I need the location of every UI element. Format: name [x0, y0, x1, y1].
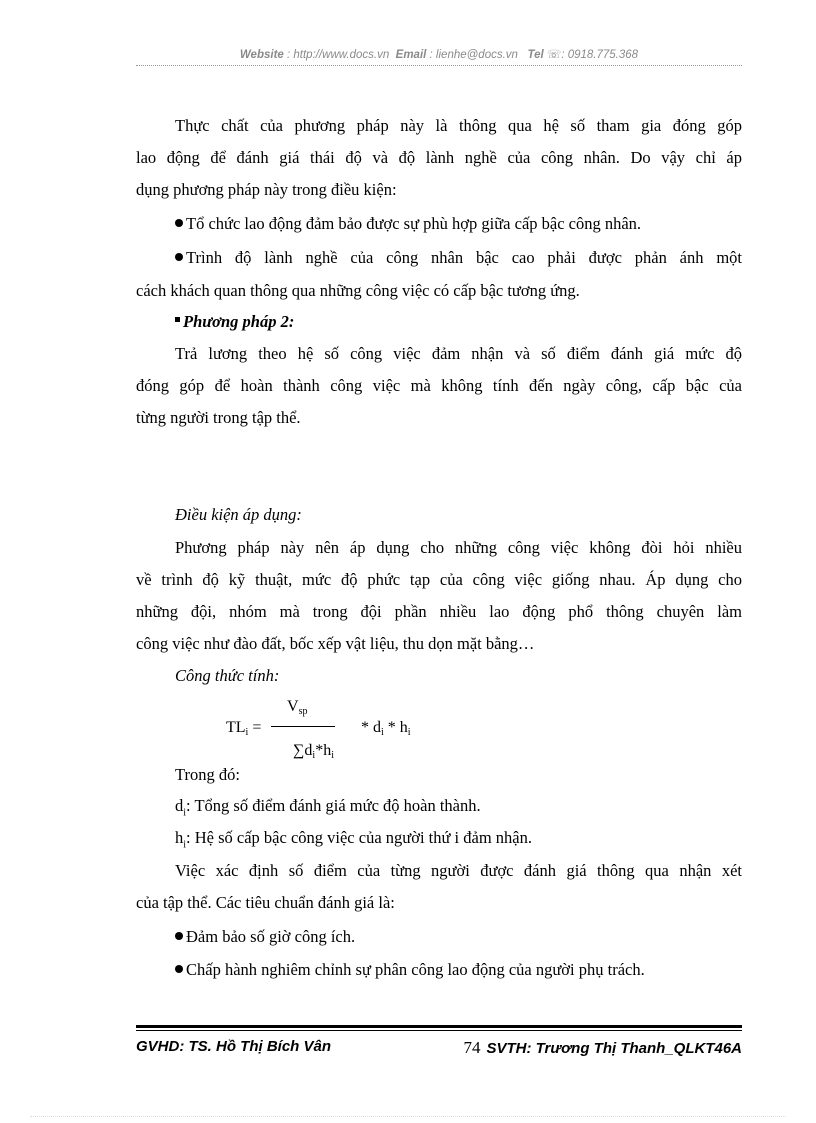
phone-icon: ☏: [546, 49, 562, 61]
formula-equals: =: [252, 719, 262, 736]
method-2-heading: [175, 312, 742, 332]
paragraph-2-line-3: từng người trong tập thể.: [136, 408, 301, 427]
paragraph-1-line-3: dụng phương pháp này trong điều kiện:: [136, 180, 397, 199]
header-divider: [136, 65, 742, 66]
tel-value: : 0918.775.368: [561, 49, 639, 61]
formula-lhs-subscript: i: [245, 727, 249, 738]
formula-denominator-mid: *h: [315, 742, 332, 759]
definition-d-symbol: d: [175, 796, 184, 815]
paragraph-3-line-2: về trình độ kỹ thuật, mức độ phức tạp của công việc giống nhau. Áp dụng cho: [136, 570, 742, 589]
bullet-item-2-text: Trình độ lành nghề của công nhân bậc cao phải được phản ánh một: [186, 248, 742, 267]
footer-divider-thin: [136, 1030, 742, 1031]
paragraph-3-line-3: những đội, nhóm mà trong đội phần nhiều lao động phổ thông chuyên làm: [136, 602, 742, 621]
bullet-item-4-text: Chấp hành nghiêm chỉnh sự phân công lao động của người phụ trách.: [186, 960, 645, 979]
paragraph-3-line-4: công việc như đào đất, bốc xếp vật liệu, thu dọn mặt bằng…: [136, 634, 535, 653]
page-number: 74: [463, 1038, 481, 1057]
formula-mult-h: * h: [387, 719, 408, 736]
paragraph-1-line-2: lao động để đánh giá thái độ và độ lành nghề của công nhân. Do vậy chỉ áp: [136, 148, 742, 167]
formula-mult-d: * d: [361, 719, 381, 736]
bullet-icon: [175, 219, 183, 227]
formula-numerator-symbol: V: [287, 698, 299, 715]
bullet-item-1-text: Tổ chức lao động đảm bảo được sự phù hợp giữa cấp bậc công nhân.: [186, 214, 642, 233]
formula-mult-d-subscript: i: [381, 727, 384, 738]
bullet-item-2: [175, 248, 742, 268]
formula-numerator: [287, 698, 307, 721]
bullet-item-2-continuation: cách khách quan thông qua những công việc có cấp bậc tương ứng.: [136, 281, 580, 300]
square-bullet-icon: [175, 317, 180, 322]
fraction-bar: [271, 726, 335, 727]
formula-lhs-symbol: TL: [226, 719, 246, 736]
bullet-item-3-text: Đảm bảo số giờ công ích.: [186, 927, 356, 946]
bullet-item-1: [175, 214, 742, 234]
formula-mult-h-subscript: i: [407, 727, 411, 738]
where-label: Trong đó:: [175, 765, 240, 784]
paragraph-2-line-2: đóng góp để hoàn thành công việc mà không tính đến ngày công, cấp bậc của: [136, 376, 742, 395]
page-header: [136, 47, 742, 61]
paragraph-4-line-2: của tập thể. Các tiêu chuẩn đánh giá là:: [136, 893, 395, 912]
formula-lhs: [226, 719, 261, 742]
website-value: : http://www.docs.vn: [287, 49, 390, 61]
bullet-icon: [175, 965, 183, 973]
bottom-dotted-border: [30, 1116, 786, 1117]
bullet-icon: [175, 253, 183, 261]
formula-denominator-subscript-1: i: [312, 750, 316, 761]
paragraph-2-line-1: Trả lương theo hệ số công việc đảm nhận và số điểm đánh giá mức độ: [175, 344, 742, 363]
email-value: : lienhe@docs.vn: [429, 49, 518, 61]
bullet-item-3: [175, 927, 742, 947]
formula-denominator-subscript-2: i: [331, 750, 334, 761]
conditions-heading: Điều kiện áp dụng:: [175, 505, 302, 524]
formula-numerator-subscript: sp: [298, 706, 308, 717]
definition-h-symbol: h: [175, 828, 184, 847]
definition-h: [175, 828, 742, 855]
formula-multipliers: [361, 719, 411, 742]
footer-supervisor: GVHD: TS. Hồ Thị Bích Vân: [136, 1038, 332, 1055]
formula-denominator-sigma: ∑d: [293, 742, 313, 759]
paragraph-1-line-1: Thực chất của phương pháp này là thông qua hệ số tham gia đóng góp: [175, 116, 742, 135]
bullet-item-4: [175, 960, 742, 980]
footer-student: SVTH: Trương Thị Thanh_QLKT46A: [486, 1040, 742, 1057]
footer-divider-thick: [136, 1025, 742, 1028]
bullet-icon: [175, 932, 183, 940]
formula-heading: Công thức tính:: [175, 666, 280, 685]
definition-d-subscript: i: [183, 807, 187, 819]
definition-d-text: : Tổng số điểm đánh giá mức độ hoàn thành.: [186, 796, 481, 815]
tel-label: Tel: [527, 49, 544, 61]
paragraph-3-line-1: Phương pháp này nên áp dụng cho những công việc không đòi hỏi nhiều: [175, 538, 742, 557]
definition-h-text: : Hệ số cấp bậc công việc của người thứ i đảm nhận.: [186, 828, 532, 847]
email-label: Email: [395, 49, 427, 61]
footer-right: [432, 1038, 742, 1058]
paragraph-4-line-1: Việc xác định số điểm của từng người được đánh giá thông qua nhận xét: [175, 861, 742, 880]
website-label: Website: [239, 49, 284, 61]
formula-denominator: [293, 742, 334, 765]
method-2-title: Phương pháp 2:: [183, 312, 295, 331]
definition-h-subscript: i: [183, 839, 187, 851]
definition-d: [175, 796, 742, 823]
